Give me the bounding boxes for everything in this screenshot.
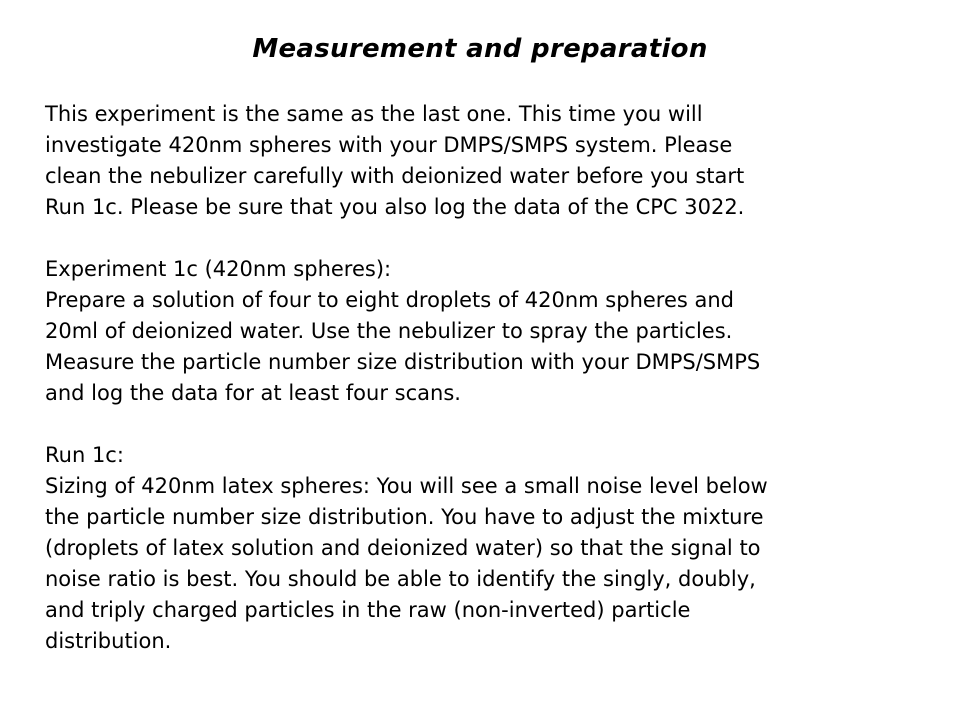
experiment-heading: Experiment 1c (420nm spheres): xyxy=(45,257,392,281)
run-line: (droplets of latex solution and deionized water) so that the signal to xyxy=(45,536,761,560)
run-line: and triply charged particles in the raw (non-inverted) particle xyxy=(45,598,691,622)
intro-paragraph xyxy=(45,99,925,223)
run-line: Sizing of 420nm latex spheres: You will see a small noise level below xyxy=(45,474,768,498)
page-title: Measurement and preparation xyxy=(252,34,708,64)
run-line: the particle number size distribution. You have to adjust the mixture xyxy=(45,505,764,529)
run-heading: Run 1c: xyxy=(45,443,124,467)
experiment-line: and log the data for at least four scans. xyxy=(45,381,461,405)
spacer xyxy=(45,409,925,440)
intro-line: This experiment is the same as the last one. This time you will xyxy=(45,102,703,126)
intro-line: investigate 420nm spheres with your DMPS/SMPS system. Please xyxy=(45,133,733,157)
run-section xyxy=(45,440,925,657)
experiment-line: Measure the particle number size distribution with your DMPS/SMPS xyxy=(45,350,761,374)
spacer xyxy=(45,223,925,254)
intro-line: clean the nebulizer carefully with deionized water before you start xyxy=(45,164,745,188)
intro-line: Run 1c. Please be sure that you also log the data of the CPC 3022. xyxy=(45,195,745,219)
experiment-line: 20ml of deionized water. Use the nebulizer to spray the particles. xyxy=(45,319,733,343)
experiment-section xyxy=(45,254,925,409)
run-line: noise ratio is best. You should be able to identify the singly, doubly, xyxy=(45,567,756,591)
slide-body xyxy=(45,99,925,657)
experiment-line: Prepare a solution of four to eight droplets of 420nm spheres and xyxy=(45,288,735,312)
run-line: distribution. xyxy=(45,629,172,653)
